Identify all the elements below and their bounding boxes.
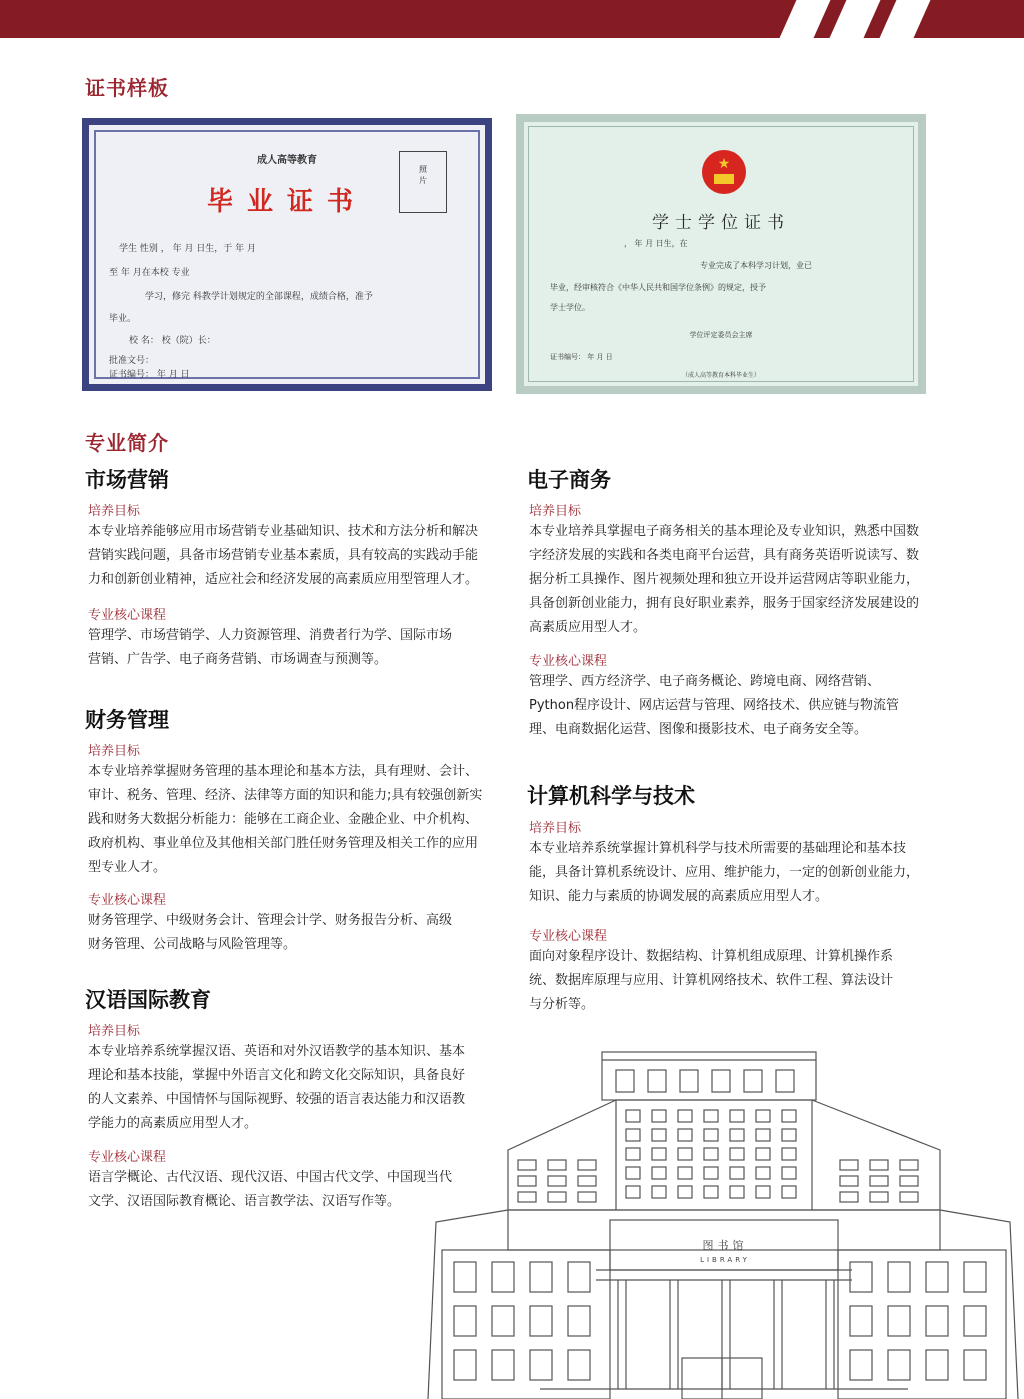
training-goal-text: 本专业培养掌握财务管理的基本理论和基本方法，具有理财、会计、 审计、税务、管理、经济、法律等方面的知识和能力;具有较强创新实 践和财务大数据分析能力：能够在工商企业、金融企业、中介机构、 政府机构、事业单位及其他相关部门胜任财务管理及相关工作的应用 型专业人才。 — [88, 764, 483, 875]
program-title: 汉语国际教育 — [85, 988, 211, 1012]
core-courses-text: 面向对象程序设计、数据结构、计算机组成原理、计算机操作系 统、数据库原理与应用、计算机网络技术、软件工程、算法设计 与分析等。 — [529, 949, 894, 1012]
core-courses-text: 语言学概论、古代汉语、现代汉语、中国古代文学、中国现当代 文学、汉语国际教育概论、语言教学法、汉语写作等。 — [88, 1170, 453, 1209]
library-sign-en: LIBRARY — [700, 1256, 750, 1264]
cert1-top-text: 成人高等教育 — [257, 155, 317, 166]
training-goal-text: 本专业培养系统掌握汉语、英语和对外汉语教学的基本知识、基本 理论和基本技能，掌握中外语言文化和跨文化交际知识，具备良好 的人文素养、中国情怀与国际视野、较强的语言表达能力和汉语教 学能力的高素质应用型人才。 — [88, 1044, 466, 1131]
training-goal-label: 培养目标 — [529, 821, 582, 836]
program-title: 电子商务 — [527, 468, 611, 492]
training-goal-label: 培养目标 — [88, 504, 141, 519]
training-goal-label: 培养目标 — [529, 504, 582, 519]
core-courses-text: 财务管理学、中级财务会计、管理会计学、财务报告分析、高级 财务管理、公司战略与风险管理等。 — [88, 913, 453, 952]
cert1-line: 证书编号： 年 月 日 — [109, 370, 190, 380]
certificates-heading: 证书样板 — [85, 76, 169, 100]
training-goal-text: 本专业培养具掌握电子商务相关的基本理论及专业知识，熟悉中国数 字经济发展的实践和各类电商平台运营，具有商务英语听说读写、数 据分析工具操作、图片视频处理和独立开设并运营网店等职业能力， 具备创新创业能力，拥有良好职业素养，服务于国家经济发展建设的 高素质应用型人才。 — [529, 524, 920, 635]
cert2-line: 学士学位。 — [550, 303, 590, 312]
core-courses-label: 专业核心课程 — [88, 893, 167, 908]
program-title: 财务管理 — [85, 708, 169, 732]
cert2-line: 毕业，经审核符合《中华人民共和国学位条例》的规定，授予 — [550, 283, 766, 292]
cert1-line: 毕业。 — [109, 314, 137, 324]
cert2-line: ， 年 月 日生，在 — [624, 239, 688, 248]
library-building-illustration — [420, 1040, 1024, 1399]
core-courses-label: 专业核心课程 — [529, 929, 608, 944]
training-goal-text: 本专业培养系统掌握计算机科学与技术所需要的基础理论和基本技 能，具备计算机系统设计、应用、维护能力，一定的创新创业能力， 知识、能力与素质的协调发展的高素质应用型人才。 — [529, 841, 920, 904]
cert1-title: 毕业证书 — [206, 187, 367, 217]
training-goal-label: 培养目标 — [88, 744, 141, 759]
cert2-line: 专业完成了本科学习计划，业已 — [700, 261, 812, 270]
library-sign-cn: 图书馆 — [702, 1239, 748, 1252]
photo-label: 照 片 — [419, 165, 427, 185]
cert2-line: （成人高等教育本科毕业生） — [681, 372, 760, 379]
cert2-title: 学士学位证书 — [652, 213, 790, 233]
photo-box — [399, 151, 447, 213]
core-courses-text: 管理学、市场营销学、人力资源管理、消费者行为学、国际市场 营销、广告学、电子商务营销、市场调查与预测等。 — [88, 628, 453, 667]
cert2-line: 学位评定委员会主席 — [689, 331, 753, 339]
national-emblem-icon: ★ — [702, 150, 746, 194]
cert1-line: 批准文号： — [109, 356, 155, 366]
core-courses-label: 专业核心课程 — [88, 608, 167, 623]
training-goal-text: 本专业培养能够应用市场营销专业基础知识、技术和方法分析和解决 营销实践问题，具备市场营销专业基本素质，具有较高的实践动手能 力和创新创业精神，适应社会和经济发展的高素质应用型管理人才。 — [88, 524, 479, 587]
degree-certificate-image — [516, 114, 926, 394]
program-title: 计算机科学与技术 — [527, 784, 695, 808]
graduation-certificate-image — [82, 118, 492, 391]
cert1-line: 学习，修完 科教学计划规定的全部课程，成绩合格，准予 — [145, 292, 373, 302]
core-courses-text: 管理学、西方经济学、电子商务概论、跨境电商、网络营销、 Python程序设计、网店运营与管理、网络技术、供应链与物流管 理、电商数据化运营、图像和摄影技术、电子商务安全等。 — [529, 674, 900, 737]
cert1-line: 校 名： 校（院）长： — [129, 336, 216, 346]
cert2-line: 证书编号： 年 月 日 — [550, 353, 613, 361]
cert1-line: 学生 性别 ， 年 月 日生，于 年 月 — [119, 244, 257, 254]
core-courses-label: 专业核心课程 — [529, 654, 608, 669]
training-goal-label: 培养目标 — [88, 1024, 141, 1039]
core-courses-label: 专业核心课程 — [88, 1150, 167, 1165]
program-title: 市场营销 — [85, 468, 169, 492]
cert1-line: 至 年 月在本校 专业 — [109, 268, 190, 278]
programs-heading: 专业简介 — [85, 431, 169, 455]
